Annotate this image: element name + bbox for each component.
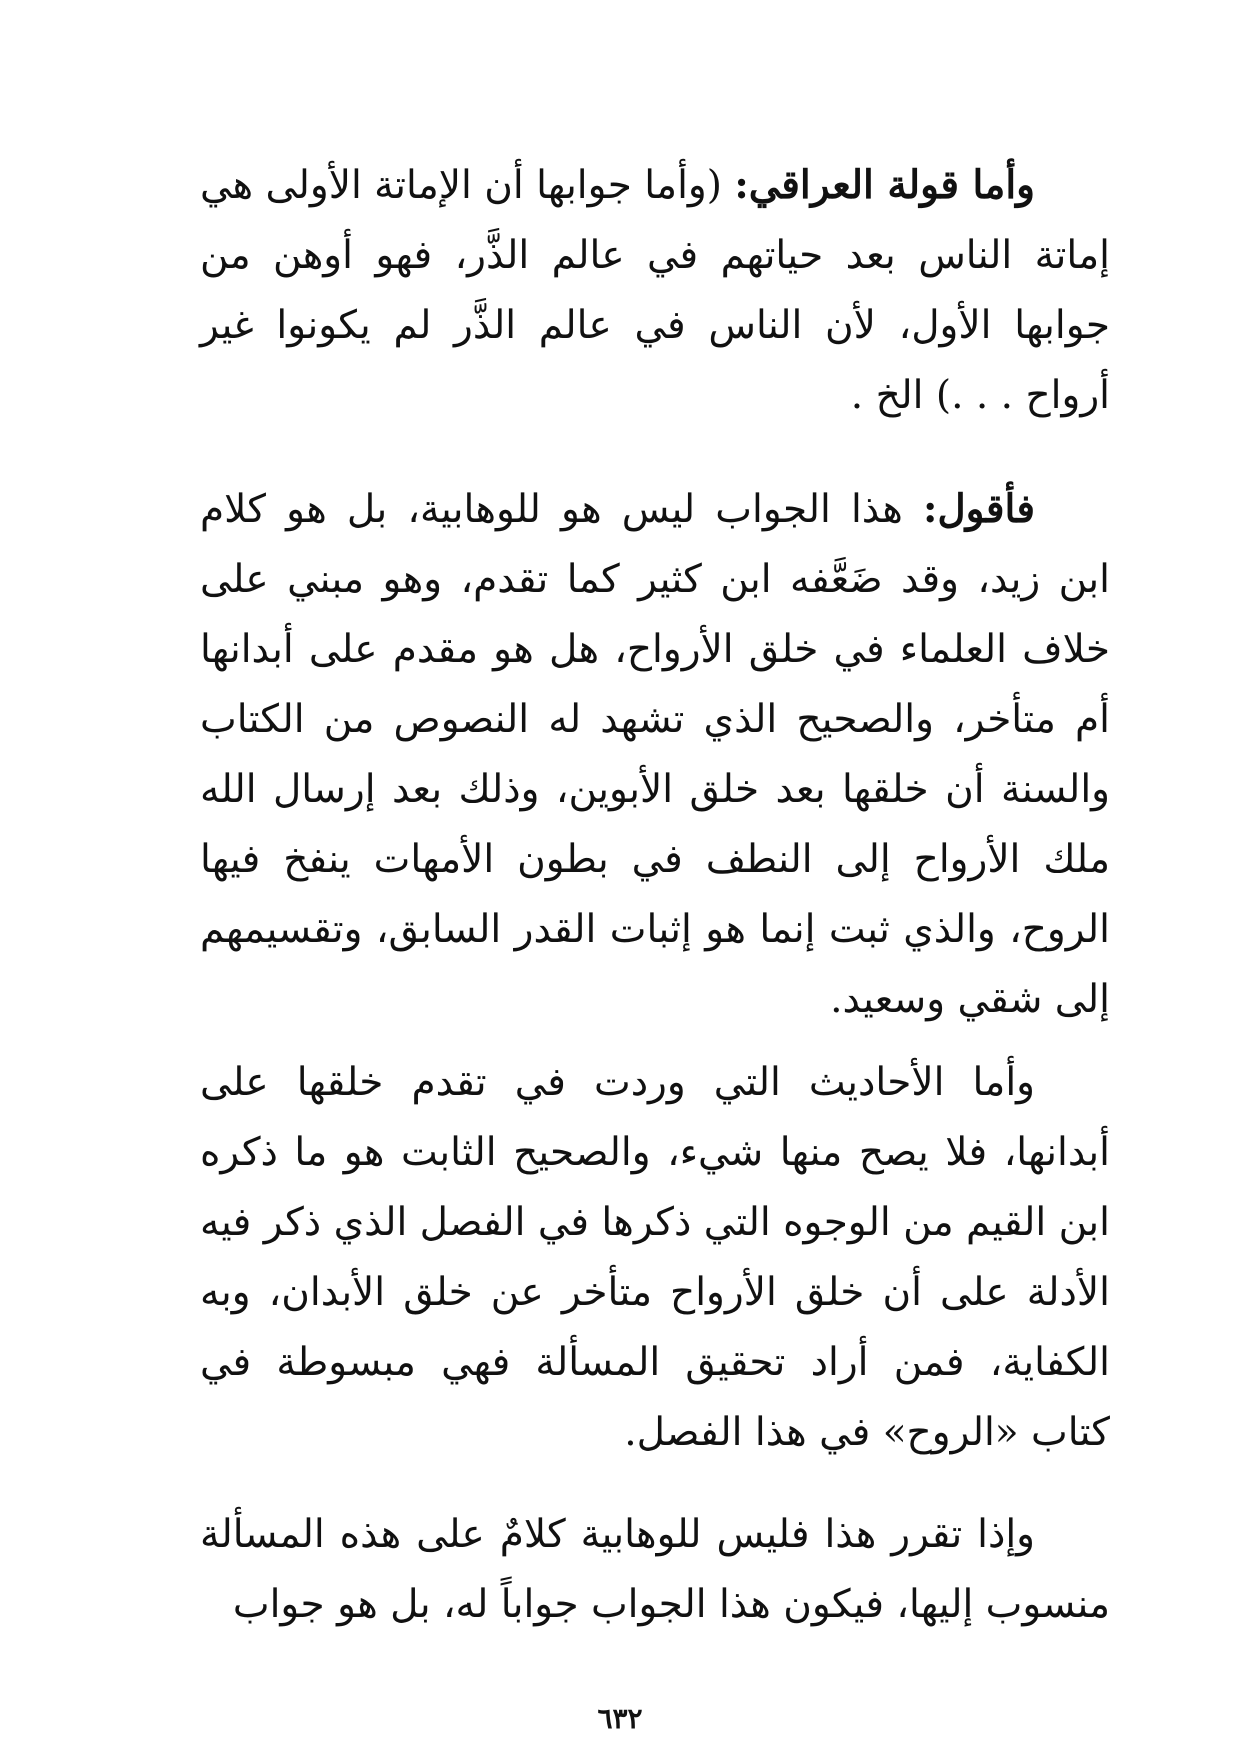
paragraph-text: هذا الجواب ليس هو للوهابية، بل هو كلام ابن زيد، وقد ضَعَّفه ابن كثير كما تقدم، وهو مبني على خلاف العلماء في خلق الأرواح، هل هو مقدم على أبدانها أم متأخر، والصحيح الذي تشهد له النصوص من الكتاب والسنة أن خلقها بعد خلق الأبوين، وذلك بعد إرسال الله ملك الأرواح إلى النطف في بطون الأمهات ينفخ فيها الروح، والذي ثبت إنما هو إثبات القدر السابق، وتقسيمهم إلى شقي وسعيد. [200, 487, 1110, 1022]
page-number: ٦٣٢ [597, 1702, 643, 1735]
paragraph-1 [200, 150, 1110, 431]
paragraph-text: (وأما جوابها أن الإماتة الأولى هي إماتة الناس بعد حياتهم في عالم الذَّر، فهو أوهن من جوابها الأول، لأن الناس في عالم الذَّر لم يكونوا غير أرواح . . .) الخ . [200, 163, 1110, 418]
paragraph-2 [200, 474, 1110, 1035]
paragraph-lead: وأما قولة العراقي: [734, 162, 1035, 208]
paragraph-text: وإذا تقرر هذا فليس للوهابية كلامٌ على هذه المسألة منسوب إليها، فيكون هذا الجواب جواباً له، بل هو جواب [200, 1512, 1110, 1627]
paragraph-4 [200, 1500, 1110, 1640]
paragraph-text: وأما الأحاديث التي وردت في تقدم خلقها على أبدانها، فلا يصح منها شيء، والصحيح الثابت هو ما ذكره ابن القيم من الوجوه التي ذكرها في الفصل الذي ذكر فيه الأدلة على أن خلق الأرواح متأخر عن خلق الأبدان، وبه الكفاية، فمن أراد تحقيق المسألة فهي مبسوطة في كتاب «الروح» في هذا الفصل. [200, 1060, 1110, 1455]
paragraph-lead: فأقول: [922, 486, 1035, 532]
paragraph-3 [200, 1048, 1110, 1468]
